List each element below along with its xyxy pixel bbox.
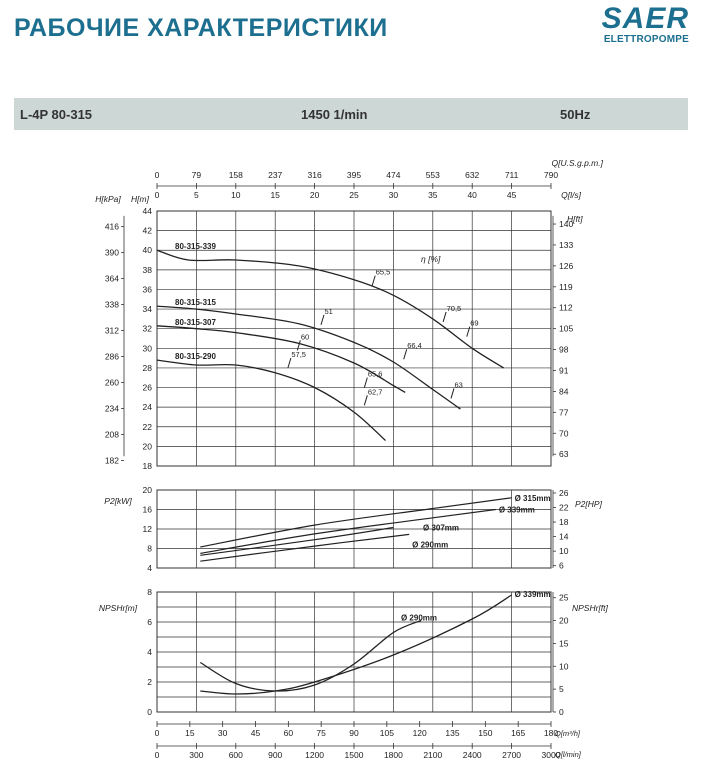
kpa-tick-label: 416 [104, 221, 119, 232]
power-curve-label: Ø 339mm [498, 505, 535, 515]
lmin-tick-label: 2100 [423, 750, 443, 760]
power-curve-label: Ø 290mm [412, 540, 449, 550]
npsh-axis-label: NPSHr[m] [98, 603, 138, 613]
lmin-tick-label: 2400 [462, 750, 482, 760]
ft-axis-label: H[ft] [567, 214, 583, 224]
ft-tick-label: 140 [559, 219, 574, 230]
ft-tick-label: 63 [559, 449, 569, 460]
m3h-tick-label: 105 [379, 728, 394, 738]
head-curve-label: 80-315-307 [175, 317, 216, 327]
ft-tick-label: 98 [559, 344, 569, 355]
efficiency-value: 62,7 [367, 387, 383, 397]
npsh-y-tick: 2 [147, 677, 152, 687]
npsh-ft-tick-label: 0 [559, 707, 564, 717]
ls-tick-label: 10 [231, 190, 241, 200]
head-curve-label: 80-315-290 [175, 352, 216, 362]
head-y-tick: 32 [142, 323, 152, 334]
gpm-tick-label: 316 [307, 170, 322, 180]
hp-tick-label: 6 [559, 560, 564, 571]
ls-tick-label: 25 [349, 190, 359, 200]
efficiency-tick [467, 327, 470, 337]
npsh-ft-axis-label: NPSHr[ft] [572, 603, 608, 613]
lmin-tick-label: 1500 [344, 750, 364, 760]
efficiency-value: 66,4 [407, 341, 422, 351]
npsh-curve-label: Ø 290mm [400, 613, 438, 623]
head-curve-label: 80-315-339 [175, 242, 216, 252]
head-y-tick: 30 [142, 343, 152, 354]
head-y-tick: 22 [142, 421, 152, 432]
m3h-tick-label: 0 [154, 728, 160, 738]
hp-axis-label: P2[HP] [575, 499, 602, 509]
head-y-tick: 18 [142, 461, 152, 471]
kpa-tick-label: 312 [104, 325, 119, 336]
power-curve-Ø 315mm [200, 498, 511, 550]
hp-tick-label: 22 [559, 502, 569, 513]
head-y-tick: 28 [142, 362, 152, 373]
head-y-tick: 24 [142, 402, 152, 413]
gpm-tick-label: 632 [465, 170, 480, 180]
kpa-tick-label: 390 [104, 247, 119, 258]
head-y-tick: 38 [142, 264, 152, 275]
efficiency-value: 57,5 [291, 350, 306, 360]
head-curve-80-315-290 [157, 360, 386, 440]
gpm-tick-label: 711 [504, 170, 519, 180]
page-title: РАБОЧИЕ ХАРАКТЕРИСТИКИ [14, 14, 388, 42]
m3h-tick-label: 120 [412, 728, 427, 738]
m3h-tick-label: 165 [511, 728, 526, 738]
npsh-y-tick: 0 [147, 707, 152, 717]
efficiency-tick [364, 378, 367, 388]
ft-tick-label: 84 [559, 386, 569, 397]
hp-tick-label: 10 [559, 546, 569, 557]
efficiency-tick [364, 395, 367, 405]
head-y-tick: 42 [142, 225, 152, 236]
efficiency-tick [321, 315, 324, 325]
lmin-tick-label: 0 [154, 750, 160, 760]
hp-tick-label: 18 [559, 517, 569, 528]
power-curve-label: Ø 307mm [423, 523, 460, 533]
efficiency-value: 69 [470, 318, 479, 328]
efficiency-value: 51 [324, 306, 333, 316]
kpa-tick-label: 182 [104, 455, 119, 466]
ft-tick-label: 91 [559, 365, 569, 376]
gpm-tick-label: 553 [425, 170, 440, 180]
power-y-tick: 20 [142, 485, 152, 495]
power-y-tick: 8 [147, 543, 152, 554]
ft-tick-label: 126 [559, 260, 574, 271]
gpm-tick-label: 474 [386, 170, 401, 180]
head-y-tick: 40 [142, 245, 152, 256]
ls-tick-label: 30 [388, 190, 399, 200]
lmin-tick-label: 3000 [541, 750, 561, 760]
npsh-ft-tick-label: 20 [559, 615, 569, 626]
power-curve-label: Ø 315mm [514, 493, 551, 503]
logo-main-text: SAER [601, 2, 689, 35]
ls-tick-label: 0 [154, 190, 160, 200]
npsh-curve-Ø 290mm [200, 621, 421, 692]
lmin-tick-label: 1800 [383, 750, 403, 760]
ls-tick-label: 20 [309, 190, 320, 200]
model-label: L-4P 80-315 [20, 107, 93, 122]
npsh-y-tick: 4 [147, 647, 152, 657]
npsh-curve-Ø 339mm [200, 595, 511, 694]
m3h-tick-label: 75 [316, 728, 326, 738]
ls-axis-label: Q[l/s] [561, 190, 581, 200]
head-curve-label: 80-315-315 [175, 298, 216, 308]
ls-tick-label: 35 [428, 190, 438, 200]
logo-sub-text: ELETTROPOMPE [603, 34, 689, 45]
ft-tick-label: 105 [559, 323, 574, 334]
lmin-axis-label: Q[l/min] [555, 750, 581, 759]
efficiency-tick [297, 340, 300, 350]
kpa-tick-label: 208 [104, 429, 119, 440]
head-y-tick: 44 [142, 206, 152, 216]
kpa-tick-label: 234 [104, 403, 119, 414]
kpa-tick-label: 260 [104, 377, 119, 388]
power-y-tick: 16 [142, 504, 152, 515]
m3h-tick-label: 135 [445, 728, 460, 738]
ls-tick-label: 45 [506, 190, 517, 200]
lmin-tick-label: 2700 [502, 750, 522, 760]
m3h-tick-label: 90 [349, 728, 359, 738]
head-y-tick: 36 [142, 284, 152, 295]
m3h-tick-label: 60 [283, 728, 294, 738]
power-axis-label: P2[kW] [104, 496, 132, 506]
npsh-ft-tick-label: 5 [559, 684, 564, 695]
gpm-tick-label: 395 [346, 170, 362, 180]
hp-tick-label: 14 [559, 531, 569, 542]
npsh-y-tick: 6 [147, 617, 152, 627]
gpm-tick-label: 79 [191, 170, 202, 180]
ft-tick-label: 77 [559, 407, 569, 418]
speed-label: 1450 1/min [301, 107, 368, 122]
kpa-tick-label: 364 [104, 273, 119, 284]
efficiency-tick [443, 312, 446, 322]
efficiency-tick [404, 349, 407, 359]
efficiency-value: 70,5 [446, 303, 462, 313]
efficiency-value: 65,5 [375, 267, 391, 277]
m3h-tick-label: 15 [185, 728, 195, 738]
kpa-tick-label: 338 [104, 299, 119, 310]
frequency-label: 50Hz [560, 107, 591, 122]
lmin-tick-label: 1200 [305, 750, 325, 760]
gpm-tick-label: 0 [154, 170, 160, 180]
npsh-ft-tick-label: 10 [559, 661, 569, 672]
efficiency-value: 65,6 [367, 369, 383, 379]
lmin-tick-label: 600 [228, 750, 243, 760]
ft-tick-label: 112 [559, 302, 573, 313]
ft-tick-label: 133 [559, 239, 574, 250]
head-axis-label: H[m] [131, 194, 149, 204]
kpa-axis-label: H[kPa] [95, 194, 121, 204]
kpa-tick-label: 286 [104, 351, 119, 362]
gpm-tick-label: 790 [543, 170, 559, 180]
ls-tick-label: 40 [467, 190, 477, 200]
power-y-tick: 12 [142, 524, 152, 534]
m3h-tick-label: 45 [250, 728, 261, 738]
npsh-y-tick: 8 [147, 587, 152, 597]
npsh-ft-tick-label: 25 [559, 592, 569, 603]
efficiency-label: η [%] [421, 254, 441, 264]
gpm-tick-label: 158 [228, 170, 243, 180]
efficiency-tick [372, 276, 375, 286]
m3h-tick-label: 30 [217, 728, 228, 738]
head-y-tick: 34 [142, 304, 152, 315]
hp-tick-label: 26 [559, 487, 569, 498]
ls-tick-label: 5 [194, 190, 199, 200]
power-y-tick: 4 [147, 563, 152, 573]
ft-tick-label: 119 [559, 281, 573, 292]
efficiency-value: 60 [300, 332, 310, 342]
head-y-tick: 20 [142, 441, 152, 452]
m3h-tick-label: 150 [478, 728, 493, 738]
lmin-tick-label: 300 [189, 750, 204, 760]
efficiency-tick [451, 388, 454, 398]
ls-tick-label: 15 [270, 190, 280, 200]
lmin-tick-label: 900 [268, 750, 283, 760]
ft-tick-label: 70 [559, 428, 569, 439]
npsh-ft-tick-label: 15 [559, 638, 569, 649]
npsh-curve-label: Ø 339mm [514, 590, 551, 599]
m3h-tick-label: 180 [543, 728, 559, 738]
efficiency-value: 63 [454, 380, 463, 390]
head-y-tick: 26 [142, 382, 152, 393]
m3h-axis-label: Q[m³/h] [555, 729, 581, 738]
gpm-axis-label: Q[U.S.g.p.m.] [551, 158, 603, 168]
efficiency-tick [288, 358, 291, 368]
gpm-tick-label: 237 [268, 170, 283, 180]
